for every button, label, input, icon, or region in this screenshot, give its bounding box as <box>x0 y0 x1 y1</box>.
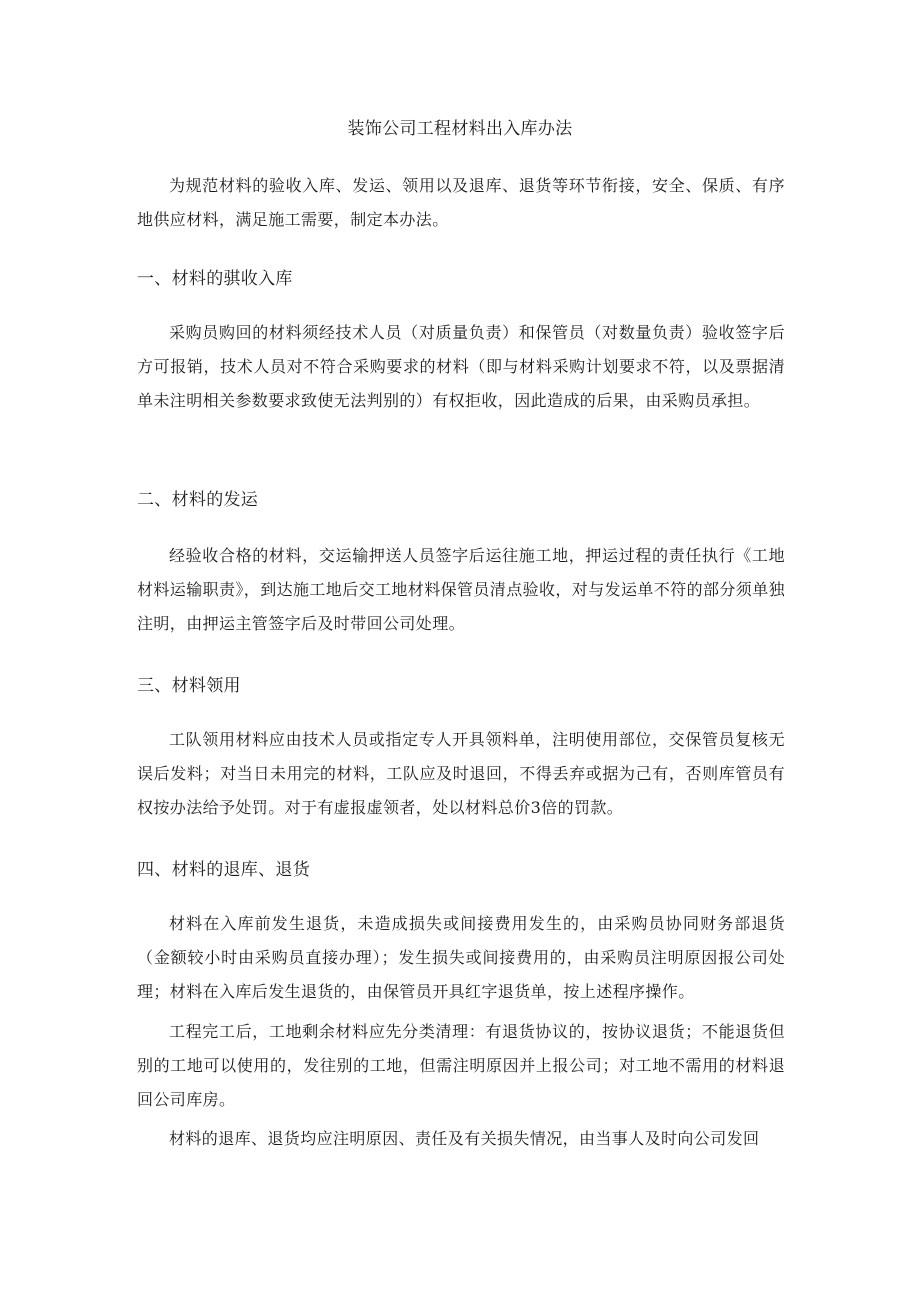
section-paragraph-shipping: 经验收合格的材料，交运输押送人员签字后运往施工地，押运过程的责任执行《工地材料运输职责》，到达施工地后交工地材料保管员清点验收，对与发运单不符的部分须单独注明，由押运主管签字后及时带回公司处理。 <box>137 546 786 633</box>
document-title: 装饰公司工程材料出入库办法 <box>347 119 573 139</box>
section-paragraph-returns-2: 工程完工后，工地剩余材料应先分类清理：有退货协议的，按协议退货；不能退货但别的工地可以使用的，发往别的工地，但需注明原因并上报公司；对工地不需用的材料退回公司库房。 <box>137 1022 785 1109</box>
section-paragraph-returns-3: 材料的退库、退货均应注明原因、责任及有关损失情况，由当事人及时向公司发回 <box>169 1129 760 1148</box>
section-paragraph-requisition: 工队领用材料应由技术人员或指定专人开具领料单，注明使用部位，交保管员复核无误后发料；对当日未用完的材料，工队应及时退回，不得丢弃或据为己有，否则库管员有权按办法给予处罚。对于有虚报虚领者，处以材料总价3倍的罚款。 <box>137 730 785 817</box>
section-paragraph-returns-1: 材料在入库前发生退货，未造成损失或间接费用发生的，由采购员协同财务部退货（金额较小时由采购员直接办理）；发生损失或间接费用的，由采购员注明原因报公司处理；材料在入库后发生退货的，由保管员开具红字退货单，按上述程序操作。 <box>137 914 785 1001</box>
section-heading-acceptance: 一、材料的骐收入库 <box>137 269 293 289</box>
section-heading-returns: 四、材料的退库、退货 <box>137 860 310 880</box>
section-heading-shipping: 二、材料的发运 <box>137 490 259 510</box>
section-paragraph-acceptance: 采购员购回的材料须经技术人员（对质量负责）和保管员（对数量负责）验收签字后方可报销，技术人员对不符合采购要求的材料（即与材料采购计划要求不符，以及票据清单未注明相关参数要求致使无法判别的）有权拒收，因此造成的后果，由采购员承担。 <box>137 323 785 410</box>
intro-paragraph: 为规范材料的验收入库、发运、领用以及退库、退货等环节衔接，安全、保质、有序地供应材料，满足施工需要，制定本办法。 <box>137 176 785 229</box>
section-heading-requisition: 三、材料领用 <box>137 676 241 696</box>
